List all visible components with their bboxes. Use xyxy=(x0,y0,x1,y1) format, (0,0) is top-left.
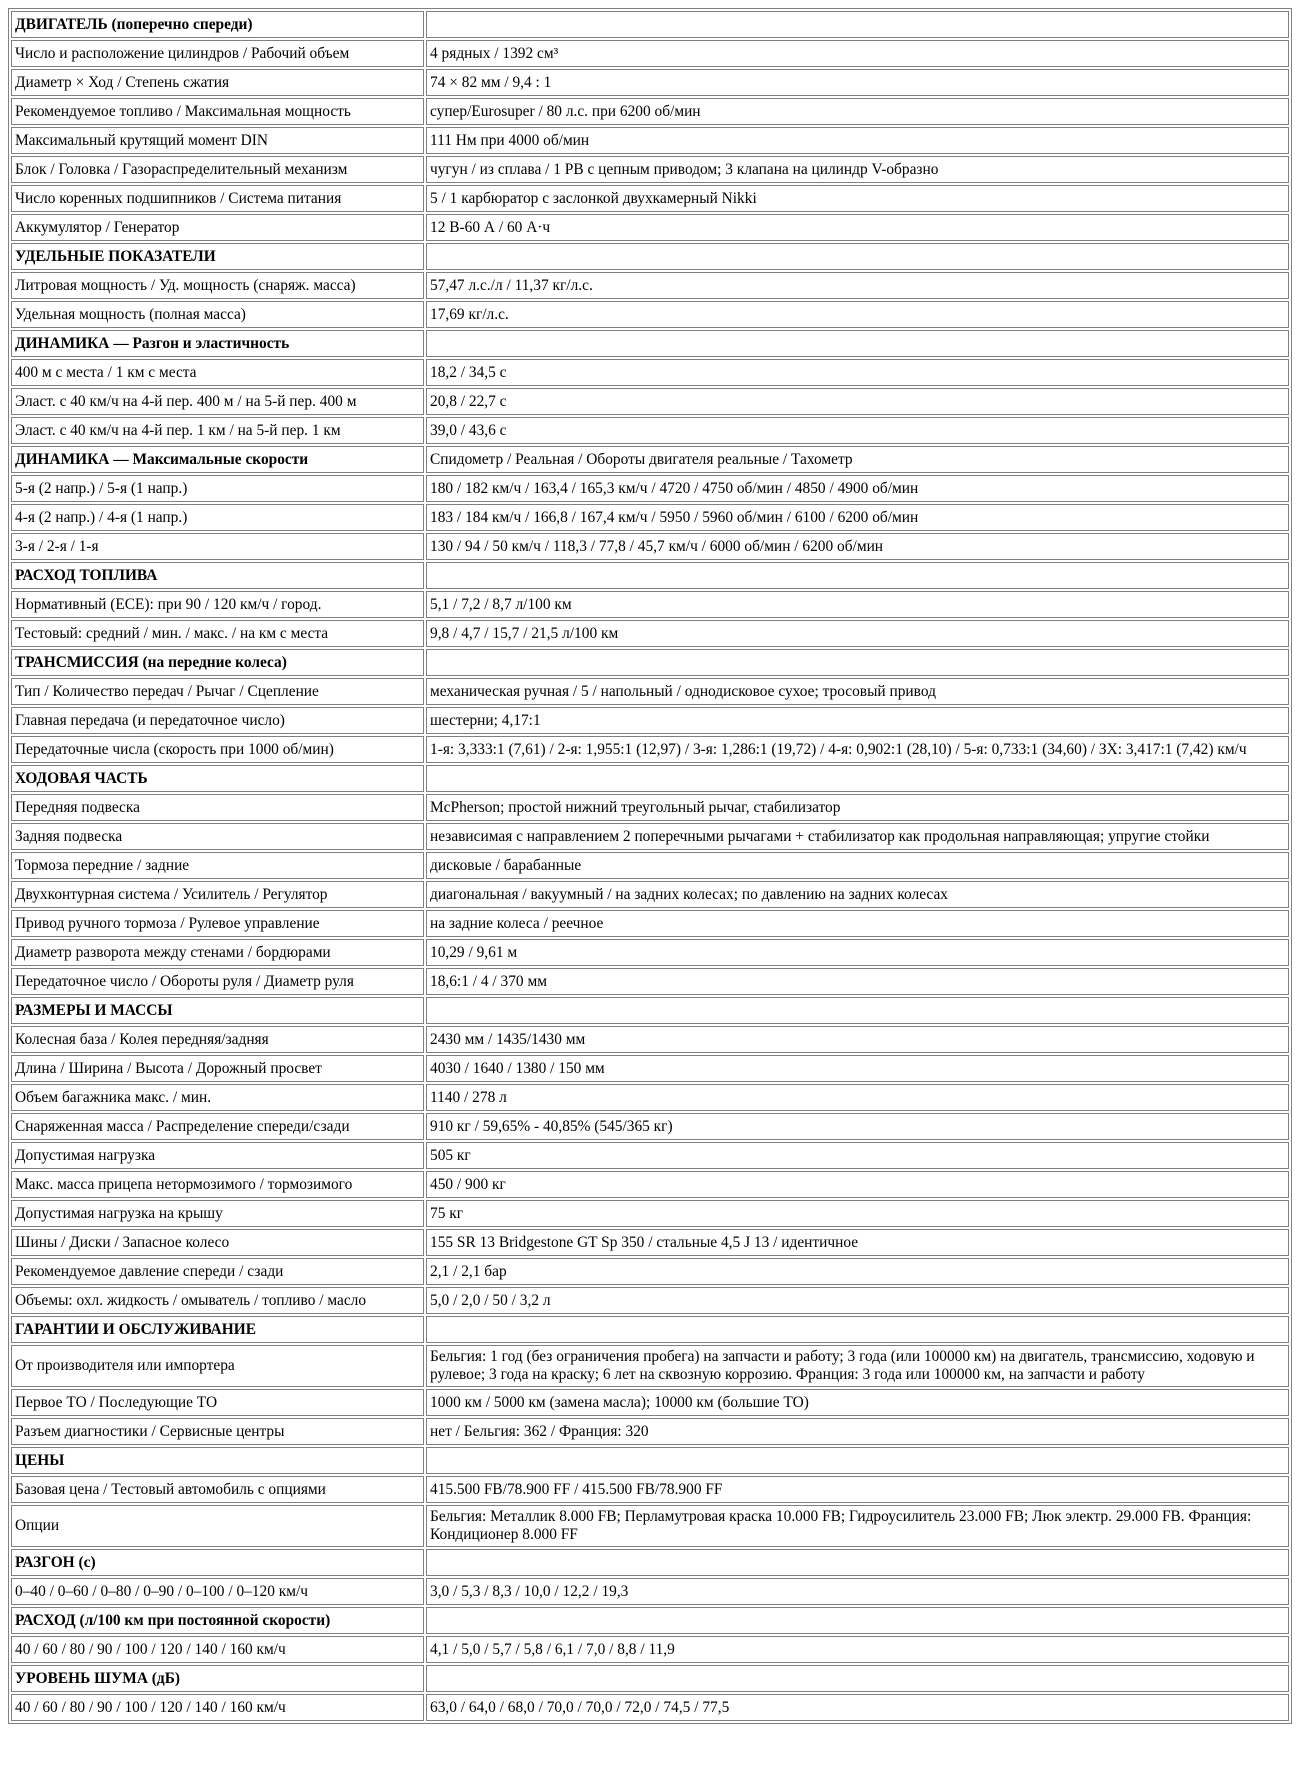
spec-label: Длина / Ширина / Высота / Дорожный просвет xyxy=(11,1055,424,1082)
section-header-row xyxy=(11,446,1289,473)
spec-value: 4 рядных / 1392 см³ xyxy=(426,40,1289,67)
spec-row xyxy=(11,40,1289,67)
section-header-row xyxy=(11,1447,1289,1474)
spec-row xyxy=(11,794,1289,821)
spec-label: Тестовый: средний / мин. / макс. / на км с места xyxy=(11,620,424,647)
spec-label: Базовая цена / Тестовый автомобиль с опциями xyxy=(11,1476,424,1503)
spec-value: 18,2 / 34,5 с xyxy=(426,359,1289,386)
spec-label: Удельная мощность (полная масса) xyxy=(11,301,424,328)
section-title: РАЗГОН (с) xyxy=(11,1549,424,1576)
section-header-row xyxy=(11,997,1289,1024)
spec-label: 40 / 60 / 80 / 90 / 100 / 120 / 140 / 160 км/ч xyxy=(11,1636,424,1663)
spec-label: 400 м с места / 1 км с места xyxy=(11,359,424,386)
section-title: ДИНАМИКА — Максимальные скорости xyxy=(11,446,424,473)
spec-row xyxy=(11,1287,1289,1314)
section-header-row xyxy=(11,330,1289,357)
spec-value: 74 × 82 мм / 9,4 : 1 xyxy=(426,69,1289,96)
spec-row xyxy=(11,156,1289,183)
spec-value: нет / Бельгия: 362 / Франция: 320 xyxy=(426,1418,1289,1445)
spec-row xyxy=(11,504,1289,531)
spec-label: Блок / Головка / Газораспределительный механизм xyxy=(11,156,424,183)
spec-value: супер/Eurosuper / 80 л.с. при 6200 об/мин xyxy=(426,98,1289,125)
spec-row xyxy=(11,1171,1289,1198)
spec-row xyxy=(11,359,1289,386)
spec-label: Эласт. с 40 км/ч на 4-й пер. 1 км / на 5-й пер. 1 км xyxy=(11,417,424,444)
spec-value: 130 / 94 / 50 км/ч / 118,3 / 77,8 / 45,7 км/ч / 6000 об/мин / 6200 об/мин xyxy=(426,533,1289,560)
section-header-row xyxy=(11,1549,1289,1576)
spec-label: Шины / Диски / Запасное колесо xyxy=(11,1229,424,1256)
section-header-row xyxy=(11,649,1289,676)
section-title: ЦЕНЫ xyxy=(11,1447,424,1474)
spec-row xyxy=(11,1578,1289,1605)
spec-row xyxy=(11,1389,1289,1416)
spec-value: независимая с направлением 2 поперечными рычагами + стабилизатор как продольная направляющая; упругие стойки xyxy=(426,823,1289,850)
spec-row xyxy=(11,1113,1289,1140)
section-value xyxy=(426,562,1289,589)
spec-row xyxy=(11,1055,1289,1082)
spec-row xyxy=(11,678,1289,705)
spec-value: 450 / 900 кг xyxy=(426,1171,1289,1198)
spec-value: 39,0 / 43,6 с xyxy=(426,417,1289,444)
spec-row xyxy=(11,852,1289,879)
section-value xyxy=(426,11,1289,38)
spec-value: Бельгия: 1 год (без ограничения пробега) на запчасти и работу; 3 года (или 100000 км) на двигатель, трансмиссию, ходовую и рулевое; 3 года на краску; 6 лет на сквозную коррозию. Франция: 3 года или 100000 км, на запчасти и работу xyxy=(426,1345,1289,1387)
spec-row xyxy=(11,1142,1289,1169)
spec-row xyxy=(11,1026,1289,1053)
section-title: ГАРАНТИИ И ОБСЛУЖИВАНИЕ xyxy=(11,1316,424,1343)
spec-label: Рекомендуемое топливо / Максимальная мощность xyxy=(11,98,424,125)
spec-value: 12 В-60 А / 60 А·ч xyxy=(426,214,1289,241)
spec-value: чугун / из сплава / 1 РВ с цепным приводом; 3 клапана на цилиндр V-образно xyxy=(426,156,1289,183)
spec-value: 505 кг xyxy=(426,1142,1289,1169)
spec-label: Эласт. с 40 км/ч на 4-й пер. 400 м / на 5-й пер. 400 м xyxy=(11,388,424,415)
spec-label: Допустимая нагрузка xyxy=(11,1142,424,1169)
spec-row xyxy=(11,939,1289,966)
section-header-row xyxy=(11,1316,1289,1343)
spec-label: 3-я / 2-я / 1-я xyxy=(11,533,424,560)
spec-label: Передаточное число / Обороты руля / Диаметр руля xyxy=(11,968,424,995)
spec-value: шестерни; 4,17:1 xyxy=(426,707,1289,734)
spec-label: Двухконтурная система / Усилитель / Регулятор xyxy=(11,881,424,908)
section-title: ТРАНСМИССИЯ (на передние колеса) xyxy=(11,649,424,676)
spec-value: 1000 км / 5000 км (замена масла); 10000 км (большие ТО) xyxy=(426,1389,1289,1416)
section-title: УРОВЕНЬ ШУМА (дБ) xyxy=(11,1665,424,1692)
spec-value: 20,8 / 22,7 с xyxy=(426,388,1289,415)
spec-label: Главная передача (и передаточное число) xyxy=(11,707,424,734)
spec-value: 2,1 / 2,1 бар xyxy=(426,1258,1289,1285)
spec-row xyxy=(11,98,1289,125)
spec-value: 180 / 182 км/ч / 163,4 / 165,3 км/ч / 4720 / 4750 об/мин / 4850 / 4900 об/мин xyxy=(426,475,1289,502)
section-header-row xyxy=(11,11,1289,38)
spec-value: на задние колеса / реечное xyxy=(426,910,1289,937)
spec-label: Объемы: охл. жидкость / омыватель / топливо / масло xyxy=(11,1287,424,1314)
spec-row xyxy=(11,968,1289,995)
spec-label: Передаточные числа (скорость при 1000 об/мин) xyxy=(11,736,424,763)
section-title: РАСХОД (л/100 км при постоянной скорости) xyxy=(11,1607,424,1634)
spec-value: механическая ручная / 5 / напольный / однодисковое сухое; тросовый привод xyxy=(426,678,1289,705)
section-header-row xyxy=(11,765,1289,792)
spec-label: Первое ТО / Последующие ТО xyxy=(11,1389,424,1416)
spec-label: Снаряженная масса / Распределение спереди/сзади xyxy=(11,1113,424,1140)
spec-row xyxy=(11,620,1289,647)
spec-row xyxy=(11,388,1289,415)
spec-value: 18,6:1 / 4 / 370 мм xyxy=(426,968,1289,995)
spec-row xyxy=(11,881,1289,908)
section-header-row xyxy=(11,1607,1289,1634)
spec-row xyxy=(11,185,1289,212)
spec-label: От производителя или импортера xyxy=(11,1345,424,1387)
spec-row xyxy=(11,1418,1289,1445)
spec-value: 111 Нм при 4000 об/мин xyxy=(426,127,1289,154)
spec-value: 63,0 / 64,0 / 68,0 / 70,0 / 70,0 / 72,0 / 74,5 / 77,5 xyxy=(426,1694,1289,1721)
spec-row xyxy=(11,1345,1289,1387)
spec-value: McPherson; простой нижний треугольный рычаг, стабилизатор xyxy=(426,794,1289,821)
spec-row xyxy=(11,1476,1289,1503)
spec-value: 5,0 / 2,0 / 50 / 3,2 л xyxy=(426,1287,1289,1314)
spec-row xyxy=(11,272,1289,299)
spec-row xyxy=(11,1258,1289,1285)
spec-row xyxy=(11,1229,1289,1256)
spec-row xyxy=(11,69,1289,96)
spec-label: Задняя подвеска xyxy=(11,823,424,850)
section-header-row xyxy=(11,562,1289,589)
spec-value: 183 / 184 км/ч / 166,8 / 167,4 км/ч / 5950 / 5960 об/мин / 6100 / 6200 об/мин xyxy=(426,504,1289,531)
section-header-row xyxy=(11,1665,1289,1692)
spec-label: Макс. масса прицепа нетормозимого / тормозимого xyxy=(11,1171,424,1198)
spec-value: 4,1 / 5,0 / 5,7 / 5,8 / 6,1 / 7,0 / 8,8 / 11,9 xyxy=(426,1636,1289,1663)
spec-label: Передняя подвеска xyxy=(11,794,424,821)
spec-value: 415.500 FB/78.900 FF / 415.500 FB/78.900 FF xyxy=(426,1476,1289,1503)
spec-value: диагональная / вакуумный / на задних колесах; по давлению на задних колесах xyxy=(426,881,1289,908)
spec-label: Нормативный (ECE): при 90 / 120 км/ч / город. xyxy=(11,591,424,618)
spec-label: Аккумулятор / Генератор xyxy=(11,214,424,241)
section-value xyxy=(426,330,1289,357)
section-value xyxy=(426,243,1289,270)
spec-row xyxy=(11,1505,1289,1547)
spec-value: 75 кг xyxy=(426,1200,1289,1227)
spec-label: Допустимая нагрузка на крышу xyxy=(11,1200,424,1227)
section-title: ДВИГАТЕЛЬ (поперечно спереди) xyxy=(11,11,424,38)
spec-label: Тип / Количество передач / Рычаг / Сцепление xyxy=(11,678,424,705)
spec-label: Число коренных подшипников / Система питания xyxy=(11,185,424,212)
spec-row xyxy=(11,1084,1289,1111)
spec-row xyxy=(11,591,1289,618)
spec-label: Диаметр × Ход / Степень сжатия xyxy=(11,69,424,96)
spec-label: Тормоза передние / задние xyxy=(11,852,424,879)
section-title: УДЕЛЬНЫЕ ПОКАЗАТЕЛИ xyxy=(11,243,424,270)
spec-row xyxy=(11,707,1289,734)
spec-value: 4030 / 1640 / 1380 / 150 мм xyxy=(426,1055,1289,1082)
spec-value: 910 кг / 59,65% - 40,85% (545/365 кг) xyxy=(426,1113,1289,1140)
spec-label: 5-я (2 напр.) / 5-я (1 напр.) xyxy=(11,475,424,502)
section-title: ХОДОВАЯ ЧАСТЬ xyxy=(11,765,424,792)
spec-row xyxy=(11,736,1289,763)
spec-value: 155 SR 13 Bridgestone GT Sp 350 / стальные 4,5 J 13 / идентичное xyxy=(426,1229,1289,1256)
spec-value: 9,8 / 4,7 / 15,7 / 21,5 л/100 км xyxy=(426,620,1289,647)
spec-row xyxy=(11,417,1289,444)
spec-label: Объем багажника макс. / мин. xyxy=(11,1084,424,1111)
spec-row xyxy=(11,533,1289,560)
spec-value: дисковые / барабанные xyxy=(426,852,1289,879)
spec-label: Рекомендуемое давление спереди / сзади xyxy=(11,1258,424,1285)
section-value xyxy=(426,1665,1289,1692)
spec-label: 4-я (2 напр.) / 4-я (1 напр.) xyxy=(11,504,424,531)
spec-row xyxy=(11,910,1289,937)
spec-value: 5,1 / 7,2 / 8,7 л/100 км xyxy=(426,591,1289,618)
spec-row xyxy=(11,1200,1289,1227)
spec-label: Опции xyxy=(11,1505,424,1547)
spec-row xyxy=(11,1694,1289,1721)
spec-row xyxy=(11,127,1289,154)
section-value xyxy=(426,1549,1289,1576)
section-title: РАСХОД ТОПЛИВА xyxy=(11,562,424,589)
spec-row xyxy=(11,1636,1289,1663)
section-title: ДИНАМИКА — Разгон и эластичность xyxy=(11,330,424,357)
spec-label: 40 / 60 / 80 / 90 / 100 / 120 / 140 / 160 км/ч xyxy=(11,1694,424,1721)
spec-value: 17,69 кг/л.с. xyxy=(426,301,1289,328)
section-value xyxy=(426,649,1289,676)
section-value xyxy=(426,1607,1289,1634)
spec-label: 0–40 / 0–60 / 0–80 / 0–90 / 0–100 / 0–120 км/ч xyxy=(11,1578,424,1605)
section-value xyxy=(426,1447,1289,1474)
spec-table-body xyxy=(11,11,1289,1721)
spec-value: 1140 / 278 л xyxy=(426,1084,1289,1111)
spec-label: Колесная база / Колея передняя/задняя xyxy=(11,1026,424,1053)
section-header-row xyxy=(11,243,1289,270)
spec-row xyxy=(11,475,1289,502)
spec-label: Литровая мощность / Уд. мощность (снаряж. масса) xyxy=(11,272,424,299)
spec-label: Привод ручного тормоза / Рулевое управление xyxy=(11,910,424,937)
spec-value: 2430 мм / 1435/1430 мм xyxy=(426,1026,1289,1053)
spec-value: Бельгия: Металлик 8.000 FB; Перламутровая краска 10.000 FB; Гидроусилитель 23.000 FB; Люк электр. 29.000 FB. Франция: Кондиционер 8.000 FF xyxy=(426,1505,1289,1547)
spec-label: Диаметр разворота между стенами / бордюрами xyxy=(11,939,424,966)
spec-value: 1-я: 3,333:1 (7,61) / 2-я: 1,955:1 (12,97) / 3-я: 1,286:1 (19,72) / 4-я: 0,902:1 (28,10) / 5-я: 0,733:1 (34,60) / ЗХ: 3,417:1 (7,42) км/ч xyxy=(426,736,1289,763)
spec-row xyxy=(11,301,1289,328)
spec-label: Число и расположение цилиндров / Рабочий объем xyxy=(11,40,424,67)
spec-value: 5 / 1 карбюратор с заслонкой двухкамерный Nikki xyxy=(426,185,1289,212)
spec-table xyxy=(8,8,1292,1724)
spec-row xyxy=(11,214,1289,241)
spec-value: 3,0 / 5,3 / 8,3 / 10,0 / 12,2 / 19,3 xyxy=(426,1578,1289,1605)
section-title: РАЗМЕРЫ И МАССЫ xyxy=(11,997,424,1024)
section-value xyxy=(426,997,1289,1024)
section-value xyxy=(426,1316,1289,1343)
spec-row xyxy=(11,823,1289,850)
section-value: Спидометр / Реальная / Обороты двигателя реальные / Тахометр xyxy=(426,446,1289,473)
spec-value: 57,47 л.с./л / 11,37 кг/л.с. xyxy=(426,272,1289,299)
spec-value: 10,29 / 9,61 м xyxy=(426,939,1289,966)
section-value xyxy=(426,765,1289,792)
spec-label: Максимальный крутящий момент DIN xyxy=(11,127,424,154)
spec-label: Разъем диагностики / Сервисные центры xyxy=(11,1418,424,1445)
